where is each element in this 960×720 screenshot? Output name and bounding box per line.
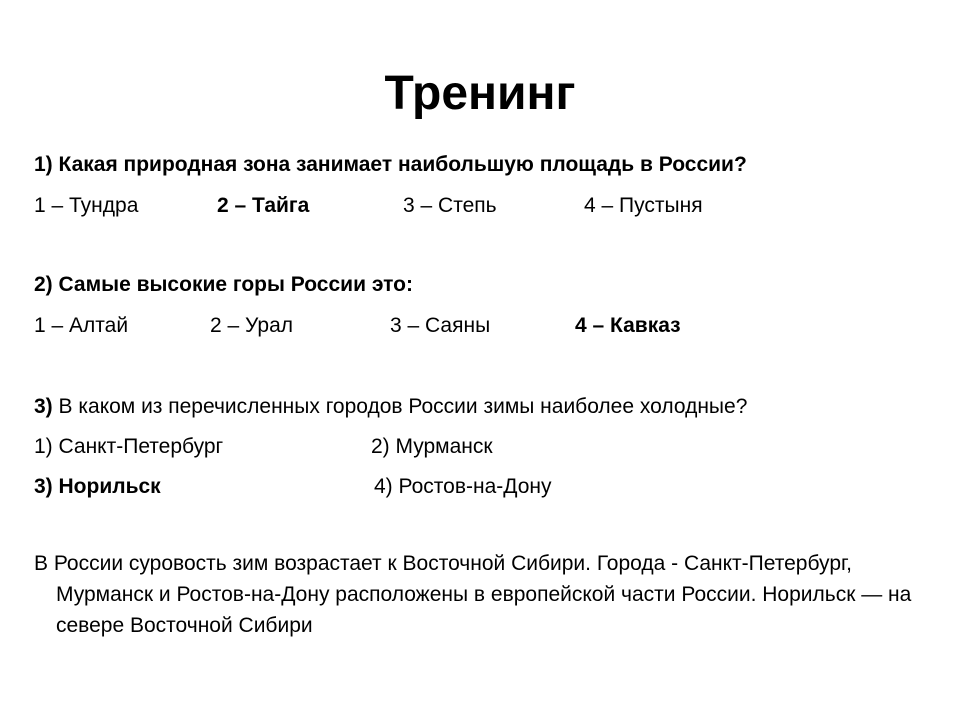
q1-option-3: 3 – Степь bbox=[403, 194, 497, 217]
explanation-paragraph: В России суровость зим возрастает к Восточной Сибири. Города - Санкт-Петербург, Мурманск и Ростов-на-Дону расположены в европейской части России. Норильск — на севере Восточной Сибири bbox=[34, 552, 912, 637]
q3-option-1: 1) Санкт-Петербург bbox=[34, 435, 224, 458]
q1-option-1: 1 – Тундра bbox=[34, 194, 139, 217]
q2-option-2: 2 – Урал bbox=[210, 314, 294, 337]
question-1: 1) Какая природная зона занимает наибольшую площадь в России? bbox=[34, 153, 747, 176]
slide-title: Тренинг bbox=[384, 67, 576, 120]
question-3-text: В каком из перечисленных городов России зимы наиболее холодные? bbox=[52, 395, 748, 418]
q3-option-2: 2) Мурманск bbox=[371, 435, 493, 458]
q2-option-4-correct: 4 – Кавказ bbox=[575, 314, 681, 337]
question-2: 2) Самые высокие горы России это: bbox=[34, 273, 413, 296]
q1-option-4: 4 – Пустыня bbox=[584, 194, 703, 217]
q2-option-1: 1 – Алтай bbox=[34, 314, 129, 337]
q1-option-2-correct: 2 – Тайга bbox=[217, 194, 310, 217]
question-3-number: 3) bbox=[34, 395, 53, 418]
q3-option-3-correct: 3) Норильск bbox=[34, 475, 161, 498]
q3-option-4: 4) Ростов-на-Дону bbox=[374, 475, 552, 498]
q2-option-3: 3 – Саяны bbox=[390, 314, 491, 337]
question-3 bbox=[34, 392, 747, 422]
